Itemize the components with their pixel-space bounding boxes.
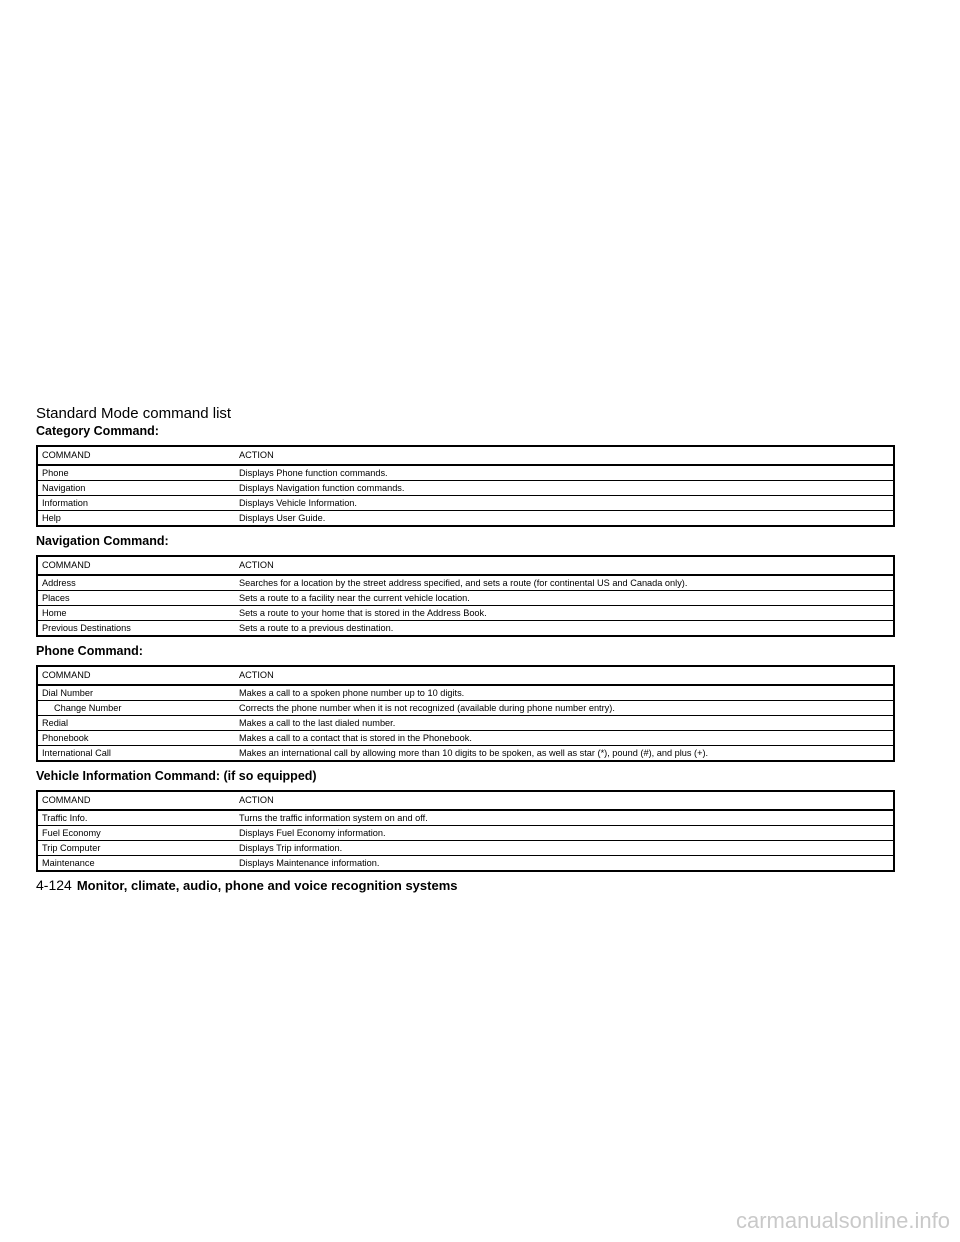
command-table [36,445,895,527]
command-cell: Dial Number [37,685,235,701]
watermark: carmanualsonline.info [735,1208,950,1233]
command-cell: Phone [37,465,235,481]
action-cell: Displays Phone function commands. [235,465,894,481]
command-cell: Address [37,575,235,591]
command-table [36,665,895,762]
section-heading: Vehicle Information Command: (if so equipped) [36,769,317,783]
column-header-command: COMMAND [37,666,235,685]
table-header-row [37,666,894,685]
table-row [37,606,894,621]
column-header-command: COMMAND [37,446,235,465]
command-cell: Previous Destinations [42,623,131,633]
action-cell: Sets a route to a previous destination. [239,623,394,633]
command-cell: Navigation [37,481,235,496]
command-cell: Trip Computer [37,841,235,856]
table-row [37,716,894,731]
column-header-command: COMMAND [37,556,235,575]
table-row [37,856,894,872]
table-row [37,731,894,746]
action-cell: Makes a call to a contact that is stored in the Phonebook. [235,731,894,746]
action-cell: Corrects the phone number when it is not recognized (available during phone number entry). [235,701,894,716]
table-row [37,841,894,856]
table-header-row [37,791,894,810]
action-cell: Displays Trip information. [235,841,894,856]
table-row [37,685,894,701]
action-cell: Sets a route to your home that is stored in the Address Book. [235,606,894,621]
column-header-action: ACTION [235,666,894,685]
column-header-action: ACTION [235,556,894,575]
action-cell: Sets a route to a facility near the current vehicle location. [235,591,894,606]
table-row [37,810,894,826]
action-cell: Turns the traffic information system on and off. [235,810,894,826]
sections-container [36,423,895,872]
command-cell: Information [37,496,235,511]
action-cell: Makes a call to the last dialed number. [235,716,894,731]
table-row [37,701,894,716]
command-cell: Redial [37,716,235,731]
table-row [37,575,894,591]
action-cell: Makes a call to a spoken phone number up to 10 digits. [235,685,894,701]
section-heading: Phone Command: [36,644,143,658]
command-cell: International Call [42,748,111,758]
table-header-row [37,446,894,465]
command-cell: Maintenance [42,858,95,868]
page-title: Standard Mode command list [36,405,232,422]
table-header-row [37,556,894,575]
command-table [36,555,895,637]
page-footer [36,877,458,895]
command-table [36,790,895,872]
command-cell: Home [37,606,235,621]
action-cell: Searches for a location by the street address specified, and sets a route (for continental US and Canada only). [235,575,894,591]
page-number: 4-124 [36,877,72,893]
table-row [37,826,894,841]
table-row [37,465,894,481]
command-cell: Phonebook [37,731,235,746]
command-cell: Fuel Economy [37,826,235,841]
command-cell: Places [37,591,235,606]
chapter-title: Monitor, climate, audio, phone and voice recognition systems [76,878,458,893]
section-heading: Category Command: [36,424,159,438]
action-cell: Displays Fuel Economy information. [235,826,894,841]
table-row [37,591,894,606]
action-cell: Makes an international call by allowing more than 10 digits to be spoken, as well as star (*), pound (#), and plus (+). [239,748,709,758]
section-heading: Navigation Command: [36,534,169,548]
action-cell: Displays Vehicle Information. [235,496,894,511]
column-header-command: COMMAND [37,791,235,810]
command-cell: Help [42,513,61,523]
table-row [37,496,894,511]
table-row [37,746,894,762]
table-row [37,511,894,527]
table-row [37,621,894,637]
command-cell: Change Number [37,701,235,716]
command-list-content [36,404,895,872]
column-header-action: ACTION [235,446,894,465]
column-header-action: ACTION [235,791,894,810]
action-cell: Displays User Guide. [239,513,326,523]
command-cell: Traffic Info. [37,810,235,826]
action-cell: Displays Navigation function commands. [235,481,894,496]
action-cell: Displays Maintenance information. [239,858,380,868]
table-row [37,481,894,496]
